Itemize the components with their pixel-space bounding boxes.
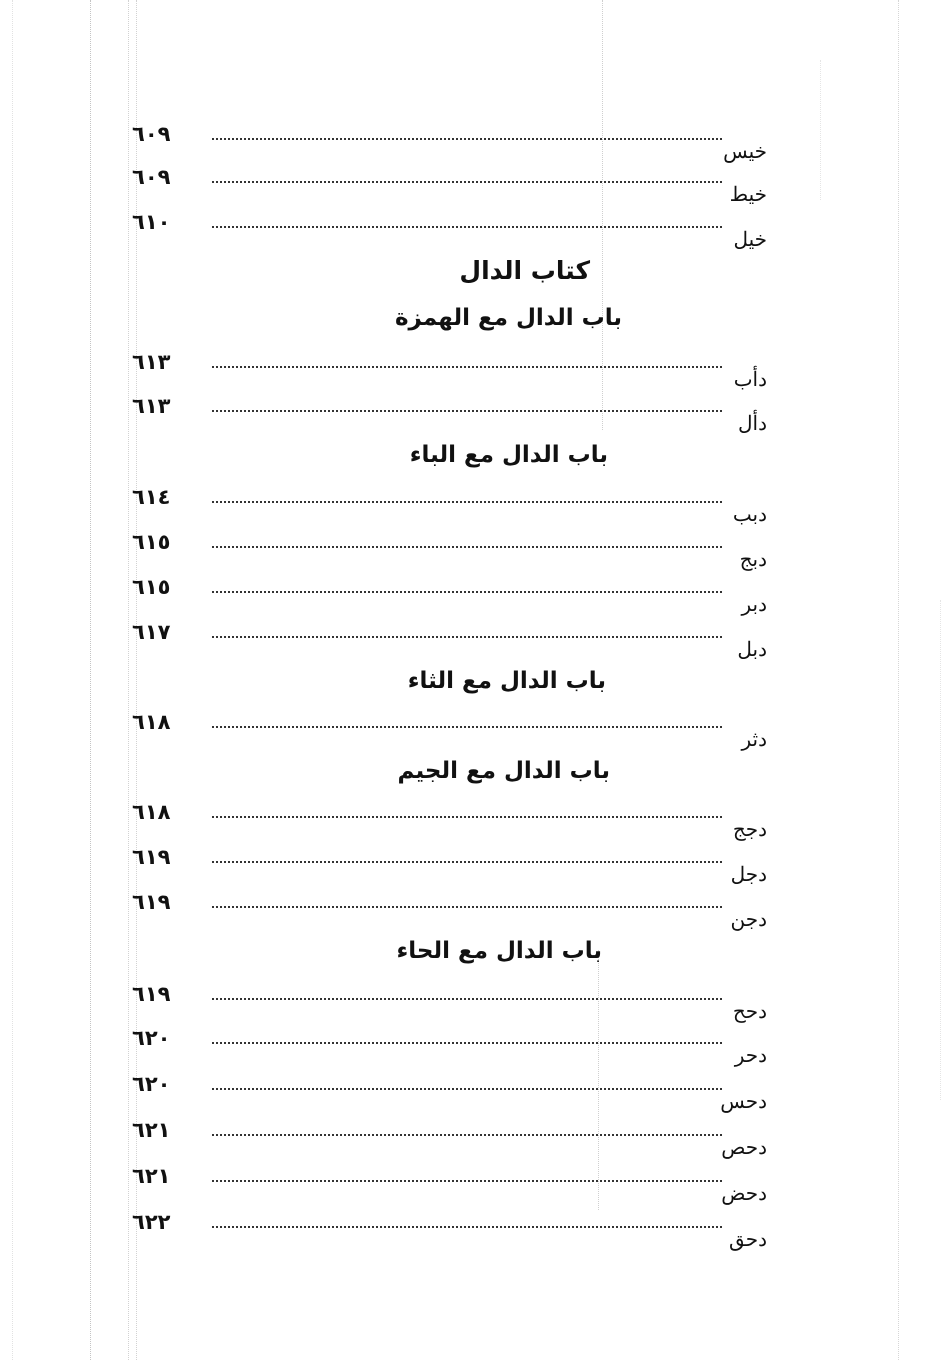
entry-word: دبر [741, 592, 767, 616]
chapter-heading: باب الدال مع الجيم [397, 758, 610, 784]
index-entry [132, 845, 792, 893]
dot-leader [212, 546, 722, 548]
chapter-heading: باب الدال مع الباء [409, 442, 608, 468]
scan-dotted-line [898, 0, 899, 1360]
index-entry [132, 122, 792, 170]
entry-word: دحق [729, 1227, 767, 1251]
entry-page-number: ٦١٥ [132, 530, 171, 554]
index-entry [132, 800, 792, 848]
entry-page-number: ٦١٩ [132, 890, 171, 914]
entry-word: دجل [730, 862, 767, 886]
entry-page-number: ٦٢٠ [132, 1026, 171, 1050]
index-entry [132, 1210, 792, 1258]
dot-leader [212, 998, 722, 1000]
dot-leader [212, 138, 722, 140]
entry-word: دثر [741, 727, 767, 751]
index-entry [132, 710, 792, 758]
entry-word: دحض [721, 1181, 767, 1205]
entry-word: دأب [733, 367, 767, 391]
entry-word: دحص [721, 1135, 767, 1159]
scan-dotted-line [940, 600, 941, 1100]
entry-word: خيل [733, 227, 767, 251]
entry-page-number: ٦١٣ [132, 394, 171, 418]
entry-word: دبب [732, 502, 767, 526]
dot-leader [212, 181, 722, 183]
entry-page-number: ٦١٨ [132, 710, 171, 734]
entry-page-number: ٦٢١ [132, 1164, 171, 1188]
index-entry [132, 1164, 792, 1212]
entry-word: دجج [732, 817, 767, 841]
dot-leader [212, 501, 722, 503]
index-entry [132, 1118, 792, 1166]
entry-word: دحر [734, 1043, 767, 1067]
index-entry [132, 165, 792, 213]
entry-word: خيط [729, 182, 767, 206]
entry-word: دبج [739, 547, 767, 571]
entry-word: دبل [737, 637, 767, 661]
chapter-heading: باب الدال مع الثاء [407, 668, 606, 694]
dot-leader [212, 906, 722, 908]
dot-leader [212, 1088, 722, 1090]
dot-leader [212, 1180, 722, 1182]
dot-leader [212, 226, 722, 228]
entry-page-number: ٦١٩ [132, 982, 171, 1006]
scan-dotted-line [12, 0, 13, 1360]
entry-word: خيس [723, 139, 767, 163]
entry-page-number: ٦٢١ [132, 1118, 171, 1142]
chapter-heading: باب الدال مع الحاء [396, 938, 602, 964]
entry-page-number: ٦١٣ [132, 350, 171, 374]
index-entry [132, 530, 792, 578]
index-entry [132, 1026, 792, 1074]
entry-page-number: ٦٢٢ [132, 1210, 171, 1234]
entry-page-number: ٦١٨ [132, 800, 171, 824]
dot-leader [212, 1226, 722, 1228]
dot-leader [212, 410, 722, 412]
dot-leader [212, 861, 722, 863]
entry-page-number: ٦١٩ [132, 845, 171, 869]
entry-word: دجن [730, 907, 767, 931]
scan-dotted-line [128, 0, 129, 1360]
entry-page-number: ٦١٥ [132, 575, 171, 599]
entry-page-number: ٦١٤ [132, 485, 171, 509]
entry-page-number: ٦٠٩ [132, 122, 171, 146]
index-entry [132, 210, 792, 258]
index-entry [132, 982, 792, 1030]
chapter-heading: باب الدال مع الهمزة [394, 305, 622, 331]
index-entry [132, 890, 792, 938]
index-entry [132, 1072, 792, 1120]
scan-dotted-line [90, 0, 91, 1360]
entry-page-number: ٦١٠ [132, 210, 171, 234]
index-entry [132, 485, 792, 533]
entry-word: دحس [720, 1089, 767, 1113]
dot-leader [212, 726, 722, 728]
dot-leader [212, 366, 722, 368]
dot-leader [212, 1042, 722, 1044]
index-entry [132, 575, 792, 623]
dot-leader [212, 636, 722, 638]
entry-word: دحح [732, 999, 767, 1023]
dot-leader [212, 591, 722, 593]
dot-leader [212, 816, 722, 818]
entry-page-number: ٦٢٠ [132, 1072, 171, 1096]
index-entry [132, 620, 792, 668]
dot-leader [212, 1134, 722, 1136]
index-entry [132, 394, 792, 442]
scan-dotted-line [820, 60, 821, 200]
book-heading: كتاب الدال [459, 256, 590, 285]
entry-word: دأل [738, 411, 767, 435]
entry-page-number: ٦١٧ [132, 620, 171, 644]
entry-page-number: ٦٠٩ [132, 165, 171, 189]
index-entry [132, 350, 792, 398]
